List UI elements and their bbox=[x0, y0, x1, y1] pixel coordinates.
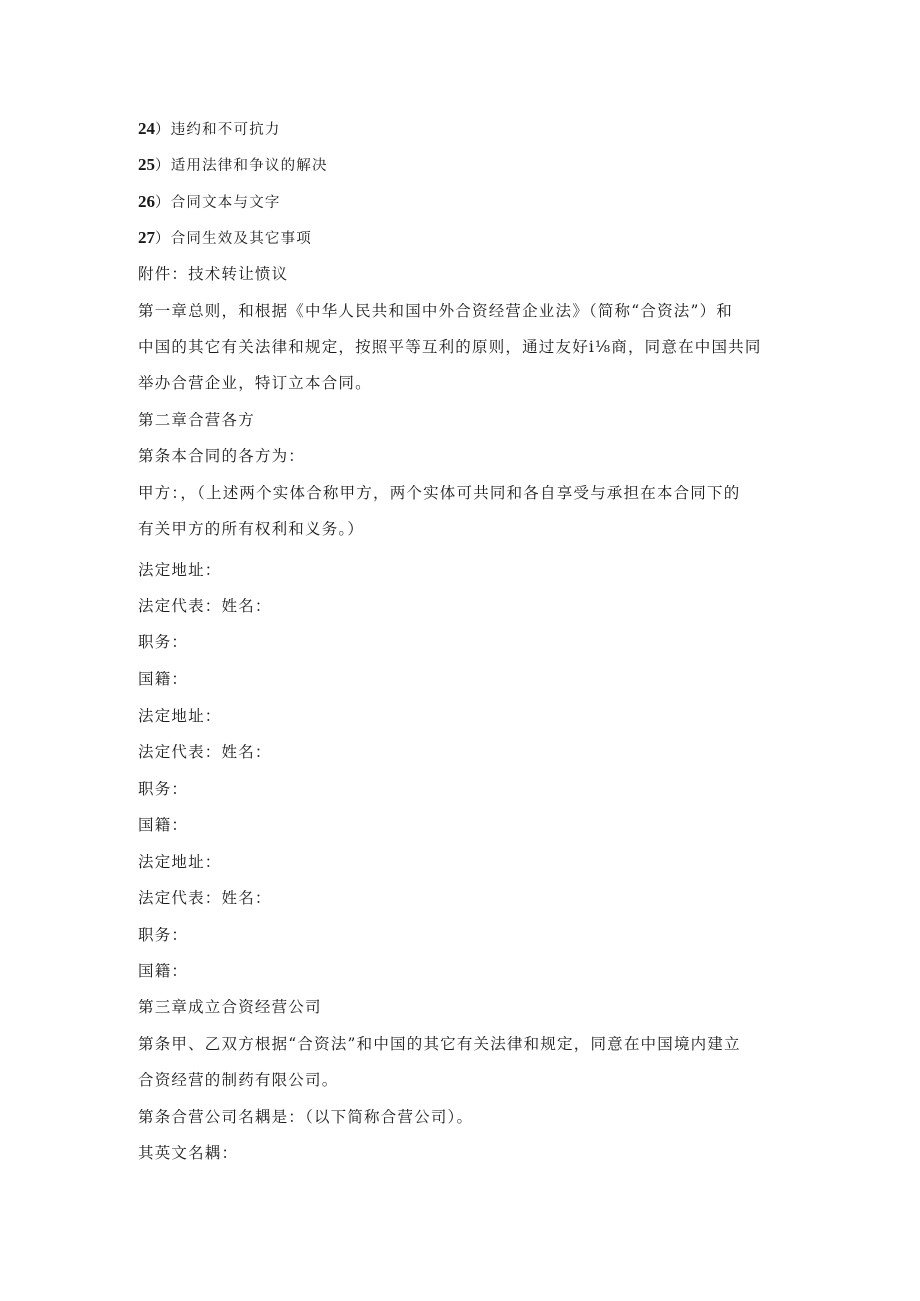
chapter-1-paragraph-line: 举办合营企业，特订立本合同。 bbox=[138, 374, 372, 392]
toc-item-24 bbox=[138, 119, 281, 140]
attachment-line: 附件：技术转让愤议 bbox=[138, 265, 289, 283]
toc-item-number: 24 bbox=[138, 119, 155, 138]
article-parties-line: 第条本合同的各方为： bbox=[138, 447, 306, 465]
toc-item-title: ）合同文本与文字 bbox=[155, 195, 281, 211]
party-a-paragraph-line: 甲方：，（上述两个实体合称甲方，两个实体可共同和各自享受与承担在本合同下的 bbox=[138, 484, 741, 502]
toc-item-number: 25 bbox=[138, 155, 155, 174]
legal-address-field: 法定地址： bbox=[138, 707, 222, 725]
article-company-name-line: 第条合营公司名耦是：（以下简称合营公司）。 bbox=[138, 1108, 474, 1126]
toc-item-26 bbox=[138, 192, 281, 213]
toc-item-27 bbox=[138, 228, 312, 249]
legal-representative-field: 法定代表：姓名： bbox=[138, 889, 272, 907]
english-name-field: 其英文名耦： bbox=[138, 1144, 239, 1162]
chapter-1-paragraph-line: 中国的其它有关法律和规定，按照平等互利的原则，通过友好i⅛商，同意在中国共同 bbox=[138, 338, 762, 356]
legal-representative-field: 法定代表：姓名： bbox=[138, 597, 272, 615]
toc-item-25 bbox=[138, 155, 328, 176]
article-establishment-line: 合资经营的制药有限公司。 bbox=[138, 1071, 339, 1089]
toc-item-title: ）违约和不可抗力 bbox=[155, 122, 281, 138]
legal-address-field: 法定地址： bbox=[138, 853, 222, 871]
chapter-1-paragraph-line: 第一章总则，和根据《中华人民共和国中外合资经营企业法》（简称“合资法”）和 bbox=[138, 302, 734, 320]
nationality-field: 国籍： bbox=[138, 962, 189, 980]
chapter-3-heading: 第三章成立合资经营公司 bbox=[138, 998, 322, 1016]
nationality-field: 国籍： bbox=[138, 816, 189, 834]
position-field: 职务： bbox=[138, 633, 189, 651]
toc-item-title: ）适用法律和争议的解决 bbox=[155, 158, 328, 174]
toc-item-number: 26 bbox=[138, 192, 155, 211]
party-a-paragraph-line: 有关甲方的所有权利和义务。） bbox=[138, 520, 365, 538]
legal-representative-field: 法定代表：姓名： bbox=[138, 743, 272, 761]
article-establishment-line: 第条甲、乙双方根据“合资法”和中国的其它有关法律和规定，同意在中国境内建立 bbox=[138, 1035, 741, 1053]
toc-item-number: 27 bbox=[138, 228, 155, 247]
position-field: 职务： bbox=[138, 780, 189, 798]
nationality-field: 国籍： bbox=[138, 670, 189, 688]
toc-item-title: ）合同生效及其它事项 bbox=[155, 231, 312, 247]
position-field: 职务： bbox=[138, 926, 189, 944]
chapter-2-heading: 第二章合营各方 bbox=[138, 411, 255, 429]
legal-address-field: 法定地址： bbox=[138, 561, 222, 579]
